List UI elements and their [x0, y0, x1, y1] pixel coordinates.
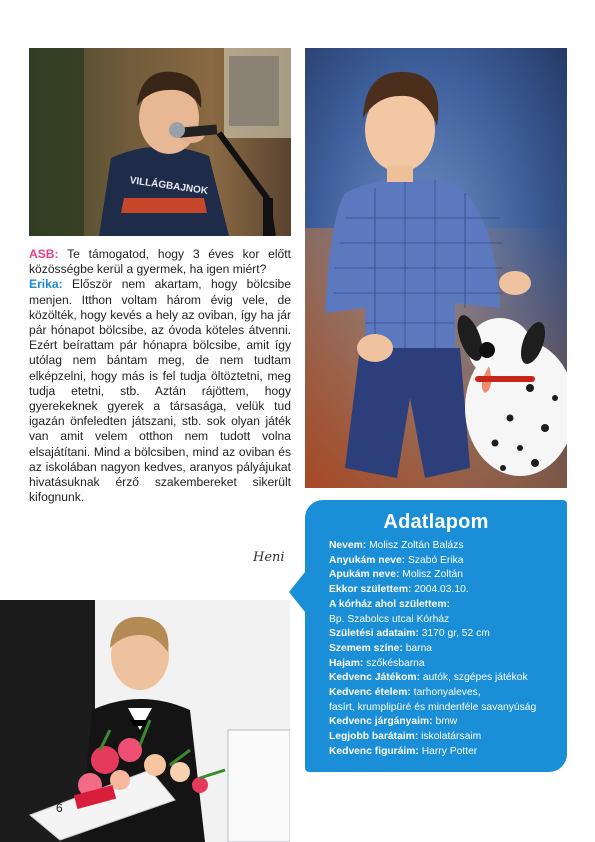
speaker-asb-label: ASB:: [29, 247, 59, 261]
photo-boy-with-bouquet: [0, 600, 290, 842]
datasheet-row: [329, 657, 561, 672]
datasheet-row-value: 3170 gr, 52 cm: [421, 628, 490, 640]
datasheet-row-label: Legjobb barátaim:: [329, 731, 419, 743]
datasheet-row-value: autók, szgépes játékok: [422, 672, 528, 684]
asb-question-text: Te támogatod, hogy 3 éves kor előtt közösségbe kerül a gyermek, ha igen miért?: [29, 247, 291, 277]
shirt-text: VILLÁGBAJNOK: [128, 175, 209, 198]
datasheet-row-label: Kedvenc ételem:: [329, 687, 411, 699]
datasheet-row-value: iskolatársaim: [421, 731, 482, 743]
datasheet-row: [329, 598, 561, 613]
datasheet-row-label: Kedvenc Játékom:: [329, 672, 420, 684]
datasheet-row-label: Születési adataim:: [329, 628, 419, 640]
datasheet-row-value: Molisz Zoltán: [402, 569, 463, 581]
datasheet-row: [329, 583, 561, 598]
datasheet-row: [329, 568, 561, 583]
datasheet-row-value: Szabó Erika: [408, 554, 464, 566]
datasheet-pointer: [289, 572, 305, 612]
datasheet-row: [329, 642, 561, 657]
signature: Heni: [253, 550, 285, 565]
datasheet-row-value: 2004.03.10.: [414, 584, 469, 596]
interview-text: [29, 247, 291, 505]
datasheet-row-label: A kórház ahol születtem:: [329, 598, 450, 610]
datasheet-row-value: fasírt, krumplipüré és mindenféle savanyúság: [329, 701, 537, 713]
datasheet-row: [329, 613, 561, 628]
datasheet-row-value: barna: [405, 642, 433, 654]
datasheet-row-label: Szemem színe:: [329, 642, 403, 654]
erika-answer: [29, 277, 291, 505]
datasheet-list: [305, 539, 567, 760]
datasheet-box: [305, 500, 567, 772]
photo-boy-singing: [29, 48, 291, 236]
asb-question: [29, 247, 291, 277]
datasheet-row-value: Harry Potter: [421, 745, 478, 757]
datasheet-row: [329, 671, 561, 686]
photo-boy-with-dalmatian: [305, 48, 567, 488]
datasheet-row: [329, 701, 561, 716]
datasheet-row-label: Nevem:: [329, 540, 367, 551]
datasheet-row: [329, 627, 561, 642]
datasheet-row-label: Hajam:: [329, 657, 364, 669]
speaker-erika-label: Erika:: [29, 277, 63, 292]
datasheet-row-label: Kedvenc figuráim:: [329, 745, 419, 757]
datasheet-row-label: Ekkor születtem:: [329, 584, 412, 596]
datasheet-row-label: Kedvenc járgányaim:: [329, 716, 433, 728]
datasheet-row: [329, 745, 561, 760]
datasheet-row-value: bmw: [435, 716, 458, 728]
datasheet-title: Adatlapom: [383, 511, 489, 533]
datasheet-row-value: tarhonyaleves,: [413, 687, 481, 699]
datasheet-row-value: Bp. Szabolcs utcai Kórház: [329, 613, 450, 625]
datasheet-row: [329, 715, 561, 730]
datasheet-row: [329, 539, 561, 554]
page-number: 6: [56, 801, 63, 815]
datasheet-row: [329, 686, 561, 701]
datasheet-row-value: Molisz Zoltán Balázs: [369, 540, 464, 551]
datasheet-row: [329, 730, 561, 745]
datasheet-row-label: Anyukám neve:: [329, 554, 406, 566]
erika-answer-text: Először nem akartam, hogy bölcsibe menjen. Itthon voltam három évig vele, de közölték, hogy kevés a hely az oviban, így ha jár pár hónapot bölcsibe, az óvoda köteles átvenni. Ezért beírattam pár hónapra bölcsibe, amit így utólag nem bántam meg, de nem tudtam elképzelni, hogy más is fel tudja öltöztetni, meg tudja etetni, stb. Aztán rájöttem, hogy gyerekeknek gyerek a társasága, velük tud igazán önfeledten játszani, stb. sok olyan játék van amit velem otthon nem tudott volna elsajátítani. Mind a bölcsiben, mind az oviban és az iskolában nagyon kedves, aranyos pályájukat hivatásuknak érző szakembereket sikerült kifognunk.: [29, 277, 291, 505]
datasheet-row: [329, 554, 561, 569]
datasheet-row-label: Apukám neve:: [329, 569, 400, 581]
datasheet-row-value: szőkésbarna: [366, 657, 425, 669]
